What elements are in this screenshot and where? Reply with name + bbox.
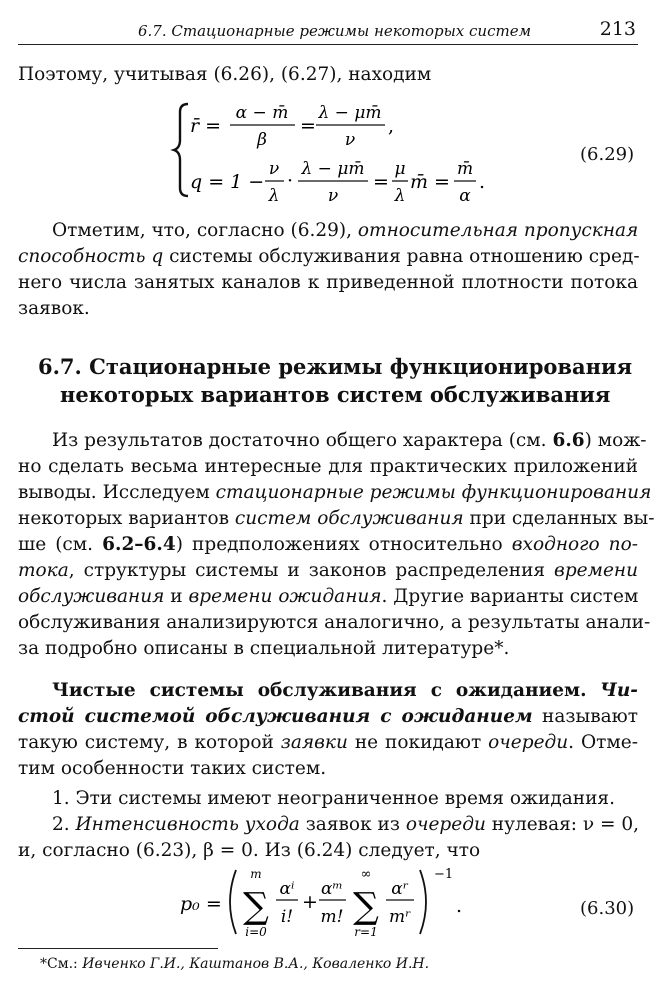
right-paren [420,870,426,934]
sum1-top: m [250,867,262,881]
eq630-plus: + [302,891,318,913]
eq2-f3-num: μ [394,159,406,179]
sum2-top: ∞ [360,867,372,882]
equation-label-6-30: (6.30) [580,898,635,919]
para2-line-1: Чистые системы обслуживания с ожиданием. Чи- [52,680,638,701]
eq2-f2-den: ν [327,186,339,206]
para1-line-7: обслуживания и времени ожидания. Другие варианты систем [18,586,639,607]
eq630-exp: −1 [434,867,454,882]
eq1-f1-den: β [257,130,267,150]
para1-line-6: тока, структуры системы и законов распределения времени [18,560,638,581]
eq630-f3-num: αʳ [391,879,409,899]
para1-line-2: но сделать весьма интересные для практических приложений [18,456,638,477]
eq2-f4-num: m̄ [456,159,474,179]
sum2-sigma: ∑ [353,886,379,927]
eq1-end: , [388,115,395,137]
eq2-m: m̄ = [410,171,450,193]
eq2-dot: · [287,170,294,192]
eq2-f1-den: λ [268,186,280,206]
sum1-sigma: ∑ [243,886,269,927]
eq2-f2-num: λ − μm̄ [301,159,365,179]
eq2-end: . [479,171,486,193]
para2-line-3: такую систему, в которой заявки не покидают очереди. Отме- [18,732,638,753]
para2-line-4: тим особенности таких систем. [18,758,327,779]
eq1-f2-num: λ − μm̄ [318,103,382,123]
eq1-lhs: r̄ = [190,115,222,137]
footnote: *См.: Ивченко Г.И., Каштанов В.А., Коваленко И.Н. [40,956,430,972]
eq630-f1-den: i! [280,907,294,927]
equation-6-29 [150,90,510,210]
left-paren [230,870,236,934]
sum2-bot: r=1 [354,925,378,939]
eq630-f1-num: αⁱ [279,879,295,899]
para1-line-1: Из результатов достаточно общего характера (см. 6.6) мож- [52,430,647,451]
equation-6-30 [180,862,480,942]
note-line-2: способность q системы обслуживания равна отношению сред- [18,246,640,267]
eq630-f2-den: m! [320,907,344,927]
intro-text: Поэтому, учитывая (6.26), (6.27), находим [18,64,432,85]
note-line-1: Отметим, что, согласно (6.29), относительная пропускная [52,220,639,241]
para1-line-5: ше (см. 6.2–6.4) предположениях относительно входного по- [18,534,638,555]
para2-line-2: стой системой обслуживания с ожиданием называют [18,706,639,727]
para1-line-4: некоторых вариантов систем обслуживания при сделанных вы- [18,508,655,529]
eq2-lhs: q = 1 − [190,171,265,193]
system-brace [174,104,188,196]
eq630-lhs: p₀ = [180,893,222,915]
eq2-eq1: = [373,171,389,193]
running-title: 6.7. Стационарные режимы некоторых систем [138,22,532,40]
eq2-f3-den: λ [394,186,406,206]
para1-line-3: выводы. Исследуем стационарные режимы функционирования [18,482,652,503]
section-heading-line-1: 6.7. Стационарные режимы функционирования [38,354,633,379]
eq1-eq: = [300,115,316,137]
item-2: 2. Интенсивность ухода заявок из очереди нулевая: ν = 0, [52,814,640,835]
equation-label-6-29: (6.29) [580,144,635,165]
eq1-f2-den: ν [344,130,356,150]
footnote-rule [18,948,218,949]
section-heading-line-2: некоторых вариантов систем обслуживания [60,382,611,407]
eq2-f1-num: ν [268,159,280,179]
page-number: 213 [599,18,636,40]
note-line-3: него числа занятых каналов к приведенной плотности потока [18,272,638,293]
note-line-4: заявок. [18,298,90,319]
item-1: 1. Эти системы имеют неограниченное время ожидания. [52,788,615,809]
para1-line-8: обслуживания анализируются аналогично, а результаты анали- [18,612,651,633]
eq1-f1-num: α − m̄ [235,103,289,123]
eq2-f4-den: α [459,186,471,206]
item-3: и, согласно (6.23), β = 0. Из (6.24) следует, что [18,840,481,861]
eq630-end: . [456,895,463,917]
eq630-f3-den: mʳ [388,907,412,927]
eq630-f2-num: αᵐ [321,879,343,899]
page-header [18,14,638,45]
sum1-bot: i=0 [245,925,267,939]
para1-line-9: за подробно описаны в специальной литературе*. [18,638,510,659]
